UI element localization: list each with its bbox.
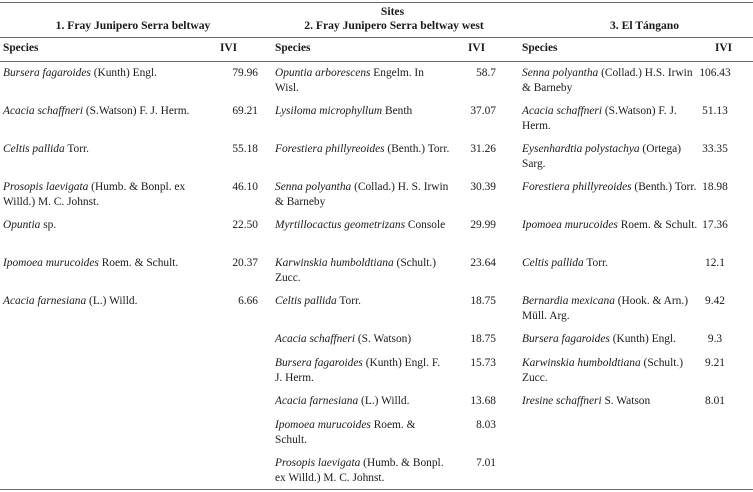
species-binomial: Iresine schaffneri [522,395,602,407]
ivi-column-header: IVI [715,42,733,54]
species-column-header: Species [522,42,558,54]
species-cell [275,180,450,210]
site-2-title: 2. Fray Junipero Serra beltway west [304,19,484,32]
species-binomial: Forestiera phillyreoides [522,181,632,193]
species-authority: Roem. & Schult. [275,419,416,446]
species-cell [522,180,700,195]
ivi-value: 9.3 [707,333,723,345]
species-binomial: Celtis pallida [3,143,65,155]
species-authority: sp. [40,219,57,231]
ivi-column-header: IVI [220,42,238,54]
species-authority: Roem. & Schult. [98,257,179,269]
species-binomial: Karwinskia humboldtiana [275,257,394,269]
species-authority: (L.) Willd. [86,295,138,307]
species-cell [275,218,450,233]
species-cell [275,332,450,347]
site-1-title: 1. Fray Junipero Serra beltway [55,19,211,32]
ivi-value: 79.96 [232,67,258,79]
species-cell [522,142,700,172]
species-authority: (L.) Willd. [358,395,410,407]
ivi-value: 55.18 [232,143,258,155]
species-authority: (Kunth) Engl. [609,333,676,345]
species-authority: (Schult.) Zucc. [275,257,437,284]
species-cell [3,142,208,157]
ivi-value: 51.13 [702,105,728,117]
ivi-value: 13.68 [470,395,496,407]
species-authority: (S.Watson) F. J. Herm. [522,105,677,132]
species-cell [3,294,208,309]
species-cell [522,332,700,347]
species-binomial: Celtis pallida [275,295,337,307]
top-rule [0,2,753,3]
species-cell [275,256,450,286]
ivi-value: 33.35 [702,143,728,155]
ivi-value: 12.1 [705,257,725,269]
ivi-value: 18.75 [470,333,496,345]
species-cell [275,456,450,486]
species-authority: Roem. & Schult. [617,219,698,231]
sites-group-header: Sites [380,5,405,18]
species-authority: (Ortega) Sarg. [522,143,682,170]
species-binomial: Opuntia [3,219,41,231]
ivi-value: 69.21 [232,105,258,117]
species-cell [275,394,450,409]
ivi-value: 8.03 [476,419,496,431]
species-cell [522,218,700,233]
species-cell [3,218,208,233]
ivi-value: 22.50 [232,219,258,231]
ivi-value: 46.10 [232,181,258,193]
species-authority: (Kunth) Engl. F. J. Herm. [275,357,441,384]
species-authority: Torr. [583,257,609,269]
species-binomial: Senna polyantha [522,67,599,79]
species-cell [522,256,700,271]
species-binomial: Bursera fagaroides [522,333,610,345]
ivi-value: 20.37 [232,257,258,269]
species-authority: Engelm. In Wisl. [275,67,424,94]
species-binomial: Ipomoea murucoides [275,419,371,431]
species-authority: (Collad.) H. S. Irwin & Barneby [275,181,449,208]
species-binomial: Myrtillocactus geometrizans [275,219,406,231]
species-binomial: Acacia schaffneri [275,333,356,345]
species-binomial: Forestiera phillyreoides [275,143,385,155]
ivi-value: 18.98 [702,181,728,193]
ivi-value: 29.99 [470,219,496,231]
species-authority: (S. Watson) [355,333,412,345]
species-binomial: Opuntia arborescens [275,67,371,79]
species-binomial: Acacia farnesiana [3,295,87,307]
species-column-header: Species [3,42,39,54]
ivi-value: 106.43 [699,67,731,79]
ivi-value: 9.21 [705,357,725,369]
species-authority: Torr. [64,143,90,155]
species-authority: (Collad.) H.S. Irwin & Barneby [522,67,693,94]
species-cell [3,66,208,81]
species-cell [3,256,208,271]
site-3-title: 3. El Tángano [610,19,680,32]
species-authority: Torr. [336,295,362,307]
bottom-rule [0,489,753,490]
species-cell [275,294,450,309]
ivi-value: 7.01 [476,457,496,469]
species-binomial: Celtis pallida [522,257,584,269]
ivi-value: 6.66 [238,295,258,307]
ivi-value: 58.7 [476,67,496,79]
species-cell [275,356,450,386]
ivi-column-header: IVI [468,42,486,54]
species-binomial: Karwinskia humboldtiana [522,357,641,369]
species-authority: (Kunth) Engl. [90,67,157,79]
species-binomial: Acacia farnesiana [275,395,359,407]
species-binomial: Acacia schaffneri [3,105,84,117]
species-authority: (S.Watson) F. J. Herm. [83,105,190,117]
species-binomial: Ipomoea murucoides [3,257,99,269]
species-cell [522,356,700,386]
species-binomial: Bursera fagaroides [3,67,91,79]
header-rule [0,37,753,38]
species-binomial: Bursera fagaroides [275,357,363,369]
species-authority: (Schult.) Zucc. [522,357,684,384]
ivi-value: 30.39 [470,181,496,193]
species-cell [522,104,700,134]
species-cell [275,104,450,119]
species-cell [275,142,450,157]
species-authority: (Benth.) Torr. [631,181,697,193]
species-binomial: Bernardia mexicana [522,295,615,307]
ivi-value: 23.64 [470,257,496,269]
species-cell [275,418,450,448]
ivi-value: 31.26 [470,143,496,155]
species-authority: (Hook. & Arn.) Müll. Arg. [522,295,688,322]
ivi-value: 17.36 [702,219,728,231]
species-binomial: Prosopis laevigata [3,181,89,193]
species-cell [3,180,208,210]
species-authority: (Humb. & Bonpl. ex Willd.) M. C. Johnst. [275,457,444,484]
ivi-value: 9.42 [705,295,725,307]
species-authority: (Benth.) Torr. [384,143,450,155]
species-cell [3,104,208,119]
species-authority: S. Watson [601,395,651,407]
species-column-header: Species [275,42,311,54]
ivi-value: 15.73 [470,357,496,369]
species-cell [522,394,700,409]
species-cell [275,66,450,96]
species-authority: (Humb. & Bonpl. ex Willd.) M. C. Johnst. [3,181,186,208]
species-authority: Console [405,219,446,231]
ivi-value: 37.07 [470,105,496,117]
species-authority: Benth [382,105,413,117]
species-binomial: Eysenhardtia polystachya [522,143,640,155]
ivi-value: 8.01 [705,395,725,407]
species-binomial: Senna polyantha [275,181,352,193]
species-binomial: Acacia schaffneri [522,105,603,117]
species-binomial: Ipomoea murucoides [522,219,618,231]
ivi-value: 18.75 [470,295,496,307]
subheader-rule [0,61,753,62]
species-binomial: Lysiloma microphyllum [275,105,383,117]
species-binomial: Prosopis laevigata [275,457,361,469]
species-cell [522,294,700,324]
species-cell [522,66,700,96]
